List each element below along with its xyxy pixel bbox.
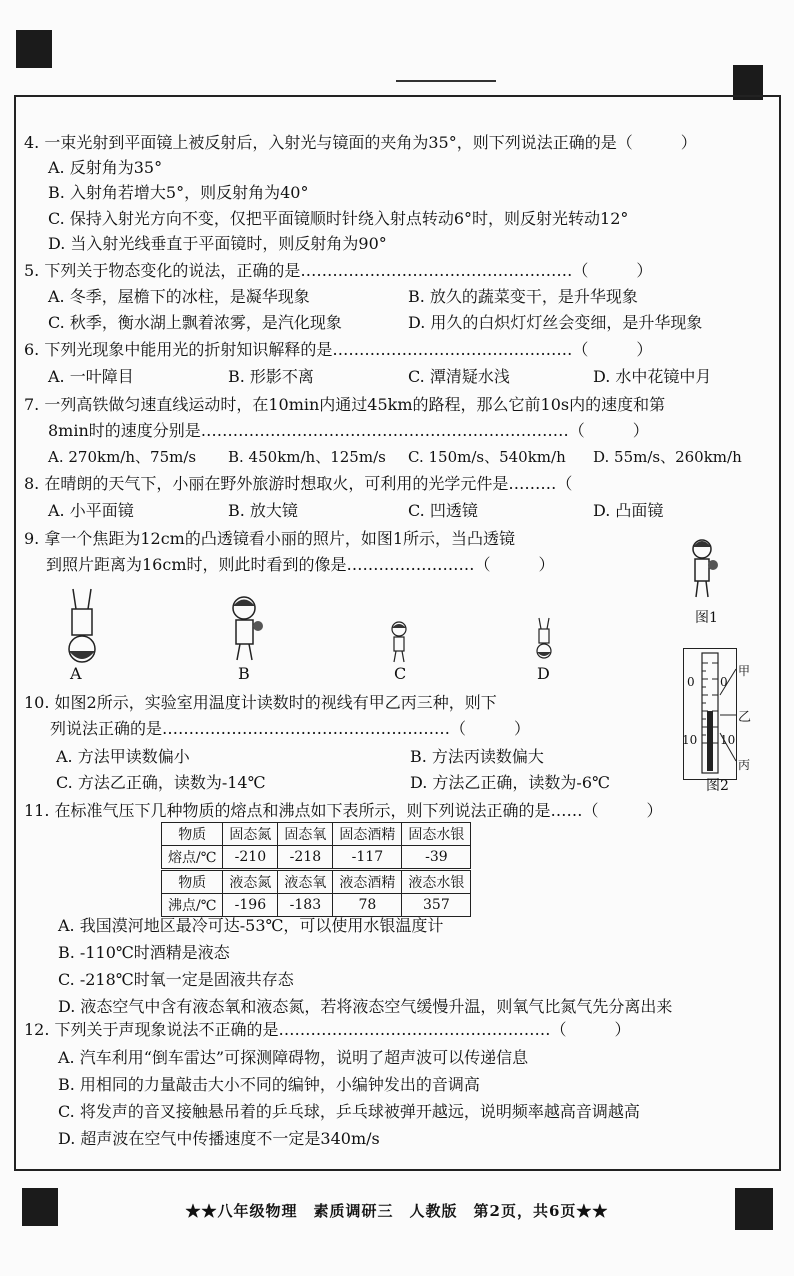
question-7-option-b: B. 450km/h、125m/s	[228, 448, 386, 466]
question-8-option-c: C. 凹透镜	[408, 501, 478, 520]
option-b-upright-enlarged-image	[222, 594, 267, 664]
table-cell: -117	[333, 846, 402, 870]
question-8-stem: 8. 在晴朗的天气下，小丽在野外旅游时想取火，可利用的光学元件是………（	[24, 474, 573, 493]
question-10-option-d: D. 方法乙正确，读数为-6℃	[410, 773, 610, 792]
table-cell: 357	[402, 894, 471, 917]
question-9-option-a: A	[70, 664, 82, 683]
figure-2-thermometer-frame	[683, 648, 737, 780]
option-d-inverted-reduced-image	[530, 616, 558, 661]
table-cell: 液态酒精	[333, 870, 402, 894]
table-row	[162, 870, 471, 894]
question-12-option-d: D. 超声波在空气中传播速度不一定是340m/s	[58, 1129, 380, 1148]
question-5-option-b: B. 放久的蔬菜变干，是升华现象	[408, 287, 638, 306]
figure-1-girl-illustration	[682, 535, 722, 605]
table-cell: 固态氮	[223, 823, 278, 846]
question-11-option-a: A. 我国漠河地区最冷可达-53℃，可以使用水银温度计	[58, 916, 444, 935]
question-10-option-b: B. 方法丙读数偏大	[410, 747, 544, 766]
table-cell: 固态氧	[278, 823, 333, 846]
table-row	[162, 823, 471, 846]
question-10-option-a: A. 方法甲读数偏小	[56, 747, 190, 766]
question-8-option-b: B. 放大镜	[228, 501, 298, 520]
top-divider	[396, 80, 496, 82]
page-footer: ★★八年级物理 素质调研三 人教版 第2页，共6页★★	[185, 1202, 609, 1220]
question-10-stem-cont: 列说法正确的是………………………………………………（ ）	[50, 719, 531, 738]
table-cell: 78	[333, 894, 402, 917]
table-cell: -183	[278, 894, 333, 917]
question-12-stem: 12. 下列关于声现象说法不正确的是……………………………………………（ ）	[24, 1020, 631, 1039]
question-7-option-d: D. 55m/s、260km/h	[593, 448, 742, 466]
question-6-stem: 6. 下列光现象中能用光的折射知识解释的是………………………………………（ ）	[24, 340, 653, 359]
thermo-right-0: 0	[720, 675, 728, 689]
question-12-option-c: C. 将发声的音叉接触悬吊着的乒乓球，乒乓球被弹开越远，说明频率越高音调越高	[58, 1102, 640, 1121]
thermo-left-10: 10	[682, 733, 698, 747]
question-4-option-b: B. 入射角若增大5°，则反射角为40°	[48, 183, 309, 202]
table-cell: 液态水银	[402, 870, 471, 894]
thermometer-illustration	[684, 649, 736, 779]
question-9-stem: 9. 拿一个焦距为12cm的凸透镜看小丽的照片，如图1所示，当凸透镜	[24, 529, 516, 548]
question-10-option-c: C. 方法乙正确，读数为-14℃	[56, 773, 266, 792]
question-11-stem: 11. 在标准气压下几种物质的熔点和沸点如下表所示，则下列说法正确的是……（ ）	[24, 801, 663, 820]
question-11-option-d: D. 液态空气中含有液态氧和液态氮，若将液态空气缓慢升温，则氧气比氮气先分离出来	[58, 997, 673, 1016]
question-9-option-c: C	[394, 664, 407, 683]
table-cell: 物质	[162, 823, 223, 846]
table-cell: -39	[402, 846, 471, 870]
thermo-right-10: 10	[720, 733, 736, 747]
table-row	[162, 846, 471, 870]
question-6-option-b: B. 形影不离	[228, 367, 314, 386]
question-4-option-d: D. 当入射光线垂直于平面镜时，则反射角为90°	[48, 234, 387, 253]
registration-mark-top-left	[16, 30, 52, 68]
question-4-option-c: C. 保持入射光方向不变，仅把平面镜顺时针绕入射点转动6°时，则反射光转动12°	[48, 209, 629, 228]
question-5-option-a: A. 冬季，屋檐下的冰柱，是凝华现象	[48, 287, 310, 306]
option-a-inverted-enlarged-image	[55, 585, 110, 665]
question-11-option-b: B. -110℃时酒精是液态	[58, 943, 230, 962]
table-cell: -218	[278, 846, 333, 870]
question-9-option-d: D	[537, 664, 550, 683]
question-6-option-a: A. 一叶障目	[48, 367, 134, 386]
question-5-stem: 5. 下列关于物态变化的说法，正确的是……………………………………………（ ）	[24, 261, 653, 280]
sight-line-jia-label: 甲	[738, 664, 751, 678]
table-cell: 熔点/℃	[162, 846, 223, 870]
melting-boiling-point-table	[161, 822, 471, 917]
question-7-stem-cont: 8min时的速度分别是……………………………………………………………（ ）	[48, 421, 649, 440]
thermo-left-0: 0	[687, 675, 695, 689]
question-4-stem: 4. 一束光射到平面镜上被反射后，入射光与镜面的夹角为35°，则下列说法正确的是（ ）	[24, 133, 697, 152]
question-9-stem-cont: 到照片距离为16cm时，则此时看到的像是……………………（ ）	[46, 555, 555, 574]
table-cell: 液态氧	[278, 870, 333, 894]
question-7-stem: 7. 一列高铁做匀速直线运动时，在10min内通过45km的路程，那么它前10s内的速度和第	[24, 395, 666, 414]
question-8-option-a: A. 小平面镜	[48, 501, 134, 520]
question-7-option-c: C. 150m/s、540km/h	[408, 448, 566, 466]
question-10-stem: 10. 如图2所示，实验室用温度计读数时的视线有甲乙丙三种，则下	[24, 693, 497, 712]
question-5-option-d: D. 用久的白炽灯灯丝会变细，是升华现象	[408, 313, 703, 332]
question-12-option-b: B. 用相同的力量敲击大小不同的编钟，小编钟发出的音调高	[58, 1075, 480, 1094]
option-c-upright-reduced-image	[385, 620, 413, 665]
question-11-option-c: C. -218℃时氧一定是固液共存态	[58, 970, 294, 989]
question-9-option-b: B	[238, 664, 250, 683]
question-4-option-a: A. 反射角为35°	[48, 158, 163, 177]
question-8-option-d: D. 凸面镜	[593, 501, 664, 520]
table-cell: 固态酒精	[333, 823, 402, 846]
figure-1-label: 图1	[695, 610, 718, 626]
table-cell: -196	[223, 894, 278, 917]
question-12-option-a: A. 汽车利用“倒车雷达”可探测障碍物，说明了超声波可以传递信息	[58, 1048, 529, 1067]
question-5-option-c: C. 秋季，衡水湖上飘着浓雾，是汽化现象	[48, 313, 342, 332]
table-cell: -210	[223, 846, 278, 870]
question-6-option-c: C. 潭清疑水浅	[408, 367, 510, 386]
table-cell: 液态氮	[223, 870, 278, 894]
table-cell: 沸点/℃	[162, 894, 223, 917]
figure-2-label: 图2	[706, 778, 729, 794]
sight-line-yi-label: 乙	[738, 710, 752, 725]
table-cell: 物质	[162, 870, 223, 894]
table-cell: 固态水银	[402, 823, 471, 846]
sight-line-bing-label: 丙	[738, 758, 751, 772]
question-7-option-a: A. 270km/h、75m/s	[48, 448, 197, 466]
question-6-option-d: D. 水中花镜中月	[593, 367, 712, 386]
